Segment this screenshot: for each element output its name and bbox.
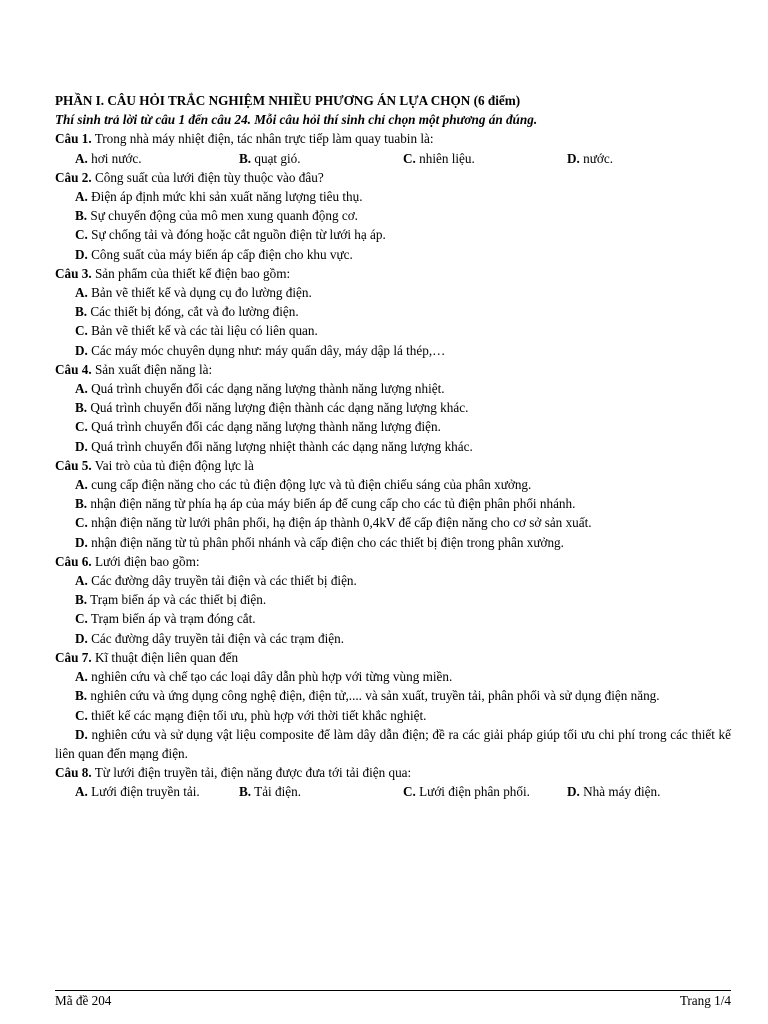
- option-key: D.: [75, 342, 88, 358]
- question-label: Câu 5.: [55, 457, 92, 473]
- option-key: D.: [567, 784, 580, 800]
- option-text: quạt gió.: [251, 150, 301, 166]
- option-text: Trạm biến áp và các thiết bị điện.: [87, 592, 267, 608]
- option-b: [239, 149, 403, 168]
- option-text: nhiên liệu.: [415, 150, 475, 166]
- option-c: [55, 513, 731, 532]
- option-b: [55, 398, 731, 417]
- question-2: [55, 168, 731, 187]
- question-text: Kĩ thuật điện liên quan đến: [91, 649, 239, 665]
- question-text: Từ lưới điện truyền tải, điện năng được đưa tới tải điện qua:: [91, 765, 412, 781]
- option-text: Công suất của máy biến áp cấp điện cho khu vực.: [87, 246, 353, 262]
- option-c: [403, 149, 567, 168]
- option-a: [55, 379, 731, 398]
- options-row-1: [55, 149, 731, 168]
- option-text: Sự chuyển động của mô men xung quanh động cơ.: [87, 208, 358, 224]
- option-b: [55, 494, 731, 513]
- option-key: A.: [75, 189, 88, 205]
- option-key: B.: [239, 150, 252, 166]
- question-label: Câu 2.: [55, 169, 92, 185]
- page-footer: [55, 992, 731, 1010]
- option-d: [55, 629, 731, 648]
- question-7: [55, 648, 731, 667]
- option-d: [55, 341, 731, 360]
- option-c: [55, 417, 731, 436]
- instruction: Thí sinh trả lời từ câu 1 đến câu 24. Mỗi câu hỏi thí sinh chỉ chọn một phương án đúng.: [55, 112, 538, 128]
- question-label: Câu 6.: [55, 553, 92, 569]
- option-text: Quá trình chuyển đổi năng lượng nhiệt thành các dạng năng lượng khác.: [87, 438, 473, 454]
- question-8: [55, 763, 731, 782]
- option-key: B.: [75, 400, 88, 416]
- option-key: C.: [403, 150, 416, 166]
- option-text: cung cấp điện năng cho các tủ điện động lực và tủ điện chiếu sáng của phân xưởng.: [87, 477, 532, 493]
- option-text: nhận điện năng từ lưới phân phối, hạ điện áp thành 0,4kV để cấp điện năng cho cơ sở sản xuất.: [87, 515, 592, 531]
- question-label: Câu 8.: [55, 765, 92, 781]
- option-a: [75, 782, 239, 801]
- option-text: Các đường dây truyền tải điện và các thiết bị điện.: [87, 573, 357, 589]
- question-1: [55, 129, 731, 148]
- option-c: [403, 782, 567, 801]
- option-b: [55, 206, 731, 225]
- option-b: [239, 782, 403, 801]
- option-d: [567, 149, 731, 168]
- question-6: [55, 552, 731, 571]
- option-text: Bản vẽ thiết kế và dụng cụ đo lường điện.: [87, 285, 312, 301]
- option-c: [55, 609, 731, 628]
- option-text: nghiên cứu và sử dụng vật liệu composite để làm dây dẫn điện; đề ra các giải pháp giúp tối ưu chi phí trong các thiết kế liên quan đến mạng điện.: [55, 726, 731, 761]
- option-c: [55, 321, 731, 340]
- option-key: C.: [75, 707, 88, 723]
- exam-code: Mã đề 204: [55, 993, 112, 1008]
- option-key: A.: [75, 150, 88, 166]
- option-text: Lưới điện phân phối.: [415, 784, 530, 800]
- option-key: D.: [75, 438, 88, 454]
- option-text: Các đường dây truyền tải điện và các trạm điện.: [87, 630, 344, 646]
- option-key: D.: [567, 150, 580, 166]
- option-c: [55, 225, 731, 244]
- option-key: C.: [75, 227, 88, 243]
- option-a: [55, 571, 731, 590]
- option-text: Quá trình chuyển đổi năng lượng điện thành các dạng năng lượng khác.: [87, 400, 469, 416]
- option-d: [55, 245, 731, 264]
- question-label: Câu 7.: [55, 649, 92, 665]
- option-text: nhận điện năng từ phía hạ áp của máy biến áp để cung cấp cho các tủ điện phân phối nhánh.: [87, 496, 576, 512]
- question-label: Câu 4.: [55, 361, 92, 377]
- question-5: [55, 456, 731, 475]
- option-b: [55, 686, 731, 705]
- question-label: Câu 1.: [55, 131, 92, 147]
- option-key: B.: [75, 688, 88, 704]
- option-text: Tải điện.: [251, 784, 302, 800]
- option-key: D.: [75, 726, 88, 742]
- option-text: nhận điện năng từ tủ phân phối nhánh và cấp điện cho các thiết bị điện trong phân xưởng.: [87, 534, 564, 550]
- option-key: D.: [75, 534, 88, 550]
- option-a: [75, 149, 239, 168]
- question-text: Sản phẩm của thiết kế điện bao gồm:: [91, 265, 291, 281]
- section-title: PHẦN I. CÂU HỎI TRẮC NGHIỆM NHIỀU PHƯƠNG ÁN LỰA CHỌN (6 điểm): [55, 93, 521, 108]
- option-text: thiết kế các mạng điện tối ưu, phù hợp với thời tiết khắc nghiệt.: [87, 707, 427, 723]
- question-text: Vai trò của tủ điện động lực là: [91, 457, 254, 473]
- option-d: [55, 533, 731, 552]
- option-a: [55, 475, 731, 494]
- option-text: Điện áp định mức khi sản xuất năng lượng tiêu thụ.: [87, 189, 363, 205]
- option-key: C.: [75, 515, 88, 531]
- option-b: [55, 590, 731, 609]
- option-text: Các máy móc chuyên dụng như: máy quấn dây, máy dập lá thép,…: [87, 342, 446, 358]
- exam-content: [55, 91, 731, 802]
- option-a: [55, 283, 731, 302]
- option-text: hơi nước.: [87, 150, 142, 166]
- options-row-8: [55, 782, 731, 801]
- option-key: C.: [75, 611, 88, 627]
- option-text: Các thiết bị đóng, cắt và đo lường điện.: [87, 304, 299, 320]
- option-d: [55, 725, 731, 763]
- option-key: D.: [75, 246, 88, 262]
- question-4: [55, 360, 731, 379]
- option-text: Nhà máy điện.: [579, 784, 661, 800]
- option-key: A.: [75, 477, 88, 493]
- option-key: B.: [75, 592, 88, 608]
- option-key: A.: [75, 285, 88, 301]
- option-text: nước.: [579, 150, 613, 166]
- question-3: [55, 264, 731, 283]
- option-b: [55, 302, 731, 321]
- option-d: [567, 782, 731, 801]
- question-text: Công suất của lưới điện tùy thuộc vào đâu?: [91, 169, 324, 185]
- option-text: Quá trình chuyển đổi các dạng năng lượng thành năng lượng điện.: [87, 419, 441, 435]
- option-text: nghiên cứu và ứng dụng công nghệ điện, điện tử,.... và sản xuất, truyền tải, phân phối và sử dụng điện năng.: [87, 688, 660, 704]
- option-key: A.: [75, 381, 88, 397]
- option-text: Bản vẽ thiết kế và các tài liệu có liên quan.: [87, 323, 318, 339]
- option-key: D.: [75, 630, 88, 646]
- option-text: Lưới điện truyền tải.: [87, 784, 200, 800]
- option-a: [55, 667, 731, 686]
- option-key: B.: [75, 304, 88, 320]
- option-c: [55, 706, 731, 725]
- question-text: Trong nhà máy nhiệt điện, tác nhân trực tiếp làm quay tuabin là:: [91, 131, 434, 147]
- option-key: B.: [75, 496, 88, 512]
- option-text: Sự chống tải và đóng hoặc cắt nguồn điện từ lưới hạ áp.: [87, 227, 386, 243]
- page-number: Trang 1/4: [679, 993, 731, 1008]
- footer-divider: [55, 990, 731, 991]
- question-text: Lưới điện bao gồm:: [91, 553, 200, 569]
- option-d: [55, 437, 731, 456]
- question-label: Câu 3.: [55, 265, 92, 281]
- question-text: Sản xuất điện năng là:: [91, 361, 213, 377]
- option-key: C.: [403, 784, 416, 800]
- option-text: Quá trình chuyển đổi các dạng năng lượng thành năng lượng nhiệt.: [87, 381, 445, 397]
- option-key: A.: [75, 669, 88, 685]
- option-key: A.: [75, 784, 88, 800]
- option-text: Trạm biến áp và trạm đóng cắt.: [87, 611, 256, 627]
- option-key: B.: [239, 784, 252, 800]
- option-key: C.: [75, 323, 88, 339]
- option-key: A.: [75, 573, 88, 589]
- option-key: C.: [75, 419, 88, 435]
- option-key: B.: [75, 208, 88, 224]
- option-text: nghiên cứu và chế tạo các loại dây dẫn phù hợp với từng vùng miền.: [87, 669, 453, 685]
- option-a: [55, 187, 731, 206]
